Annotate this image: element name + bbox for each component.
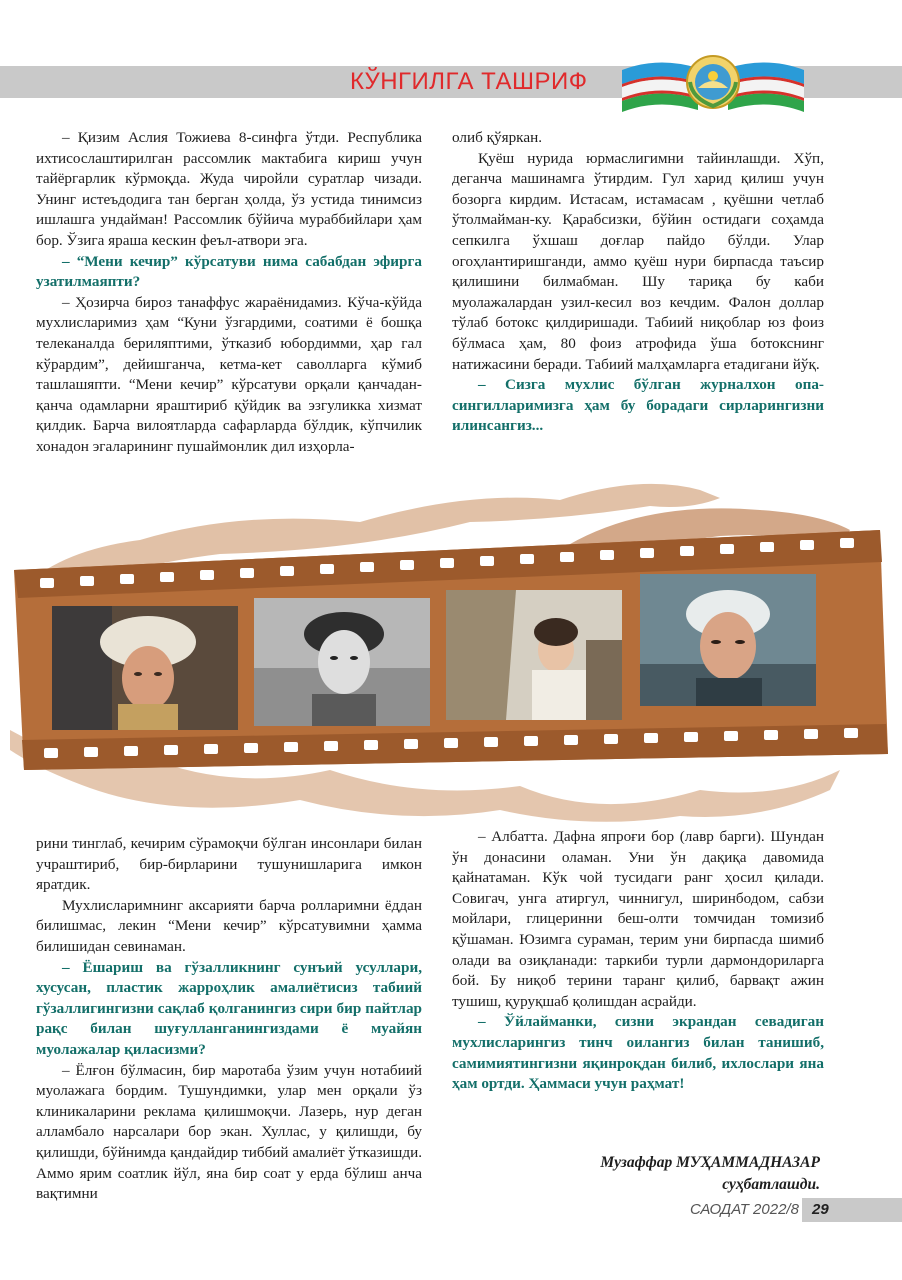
article-column-bottom-right bbox=[452, 827, 824, 1095]
film-still-photo bbox=[254, 598, 430, 726]
interview-question: – Ёшариш ва гўзалликнинг сунъий усуллари, хусусан, пластик жарроҳлик амалиётисиз табиий гўзаллигингизни сақлаб қолганингиз сири бир пайтлар рақс билан шуғулланганингиздами ё муайян муолажалар қиласизми? bbox=[36, 958, 422, 1058]
article-column-top-right bbox=[452, 128, 824, 437]
interview-question: – Ўйлайманки, сизни экрандан севадиган мухлисларингиз тинч оилангиз билан танишиб, самимиятингизни яқинроқдан билиб, ихлослари яна ҳам ортди. Ҳаммаси учун раҳмат! bbox=[452, 1013, 824, 1093]
author-signature bbox=[540, 1152, 820, 1196]
interview-question: – “Мени кечир” кўрсатуви нима сабабдан эфирга узатилмаяпти? bbox=[36, 252, 422, 291]
paragraph: олиб қўяркан. bbox=[452, 129, 542, 146]
paragraph: Мухлисларимнинг аксарияти барча ролларимни ёддан билишмас, лекин “Мени кечир” кўрсатувимни ҳамма билишидан севинаман. bbox=[36, 896, 422, 955]
page-number: 29 bbox=[802, 1198, 902, 1222]
magazine-issue: САОДАТ 2022/8 bbox=[690, 1201, 799, 1218]
paragraph: – Ҳозирча бироз танаффус жараёнидамиз. Кўча-кўйда мухлисларимиз ҳам “Куни ўзгардими, соатими ё бошқа телеканалда бериляптими, ўтказиб юбордимми, ҳар гал кўрардим”, дейишганча, кетма-кет саволларга кўмиб ташлашяпти. “Мени кечир” кўрсатуви орқали қанчадан-қанча одамларни яраштириб қўйдик ва эзгуликка хизмат қилдик. Барча вилоятларда сафарларда бўлдик, кўпчилик хонадон эгаларининг пушаймонлик дил изҳорла- bbox=[36, 293, 422, 455]
author-name: Музаффар МУҲАММАДНАЗАР bbox=[600, 1154, 820, 1171]
author-role: суҳбатлашди. bbox=[722, 1176, 820, 1193]
paragraph: – Ёлғон бўлмасин, бир маротаба ўзим учун нотабиий муолажага бордим. Тушундимки, улар мен орқали ўз клиникаларини реклама қилишмоқчи. Лазерь, нур деган алламбало нарсалари бор экан. Хуллас, у қилишди, бу қилишди, бўйнимда қандайдир тиббий амалиёт ўтказишди. Аммо ярим соатлик йўл, яна бир соат у ерда бўлиш анча вақтимни bbox=[36, 1061, 422, 1203]
interview-question: – Сизга мухлис бўлган журналхон опа-сингилларимизга ҳам бу борадаги сирларингизни илинсангиз... bbox=[452, 376, 824, 435]
paragraph: – Албатта. Дафна япроғи бор (лавр барги). Шундан ўн донасини оламан. Уни ўн дақиқа давомида қайнатаман. Кўк чой тусидаги ранг ҳосил қилади. Совигач, унга атиргул, чиннигул, ширинбодом, сабзи мойлари, глицеринни беш-олти томчидан томизиб қўшаман. Юзимга сураман, терим уни бирпасда шимиб олади ва озиқланади: таркиби турли дармондориларга бой. Бу ниқоб терини таранг қилиб, барвақт ажин тушиш, қуруқшаб қолишдан асрайди. bbox=[452, 828, 824, 1010]
article-column-top-left bbox=[36, 128, 422, 458]
paragraph: – Қизим Аслия Тожиева 8-синфга ўтди. Республика ихтисослаштирилган рассомлик мактабига кириш учун тайёргарлик кўрмоқда. Жуда чиройли суратлар чизади. Унинг истеъдодига тан берган ҳолда, ўз устида тинимсиз ишлашга ундайман! Рассомлик бўйича мураббийлари ҳам бор. Ўзига яраша кескин феъл-атвори эга. bbox=[36, 129, 422, 249]
paragraph: рини тинглаб, кечирим сўрамоқчи бўлган инсонлари билан учраштириб, бир-бирларини тушунишларига имкон яратдик. bbox=[36, 835, 422, 894]
section-title: КЎНГИЛГА ТАШРИФ bbox=[350, 68, 588, 95]
film-still-photo bbox=[640, 574, 816, 706]
film-still-photo bbox=[52, 606, 238, 730]
uzbekistan-flag-icon bbox=[618, 52, 808, 112]
paragraph: Қуёш нурида юрмаслигимни тайинлашди. Хўп, деганча машинамга ўтирдим. Гул харид қилиш учун бозорга кирдим. Истасам, истамасам , қуёшни четлаб ўтолмайман-ку. Қарабсизки, бўйин остидаги соҳамда сепкилга ўхшаш доғлар пайдо бўлди. Улар огоҳлантиришганди, аммо қуёш нури бирпасда таъсир қилишини билмабман. Шу тариқа бу каби муолажалардан узил-кесил воз кечдим. Фалон доллар тўлаб ботокс қилдиришади. Табиий ниқоблар юз фоиз бўлмаса ҳам, 80 фоиз атрофида ўша ботокснинг натижасини беради. Табиий малҳамларга етадигани йўқ. bbox=[452, 149, 824, 373]
film-still-photo bbox=[446, 590, 622, 720]
article-column-bottom-left bbox=[36, 834, 422, 1205]
